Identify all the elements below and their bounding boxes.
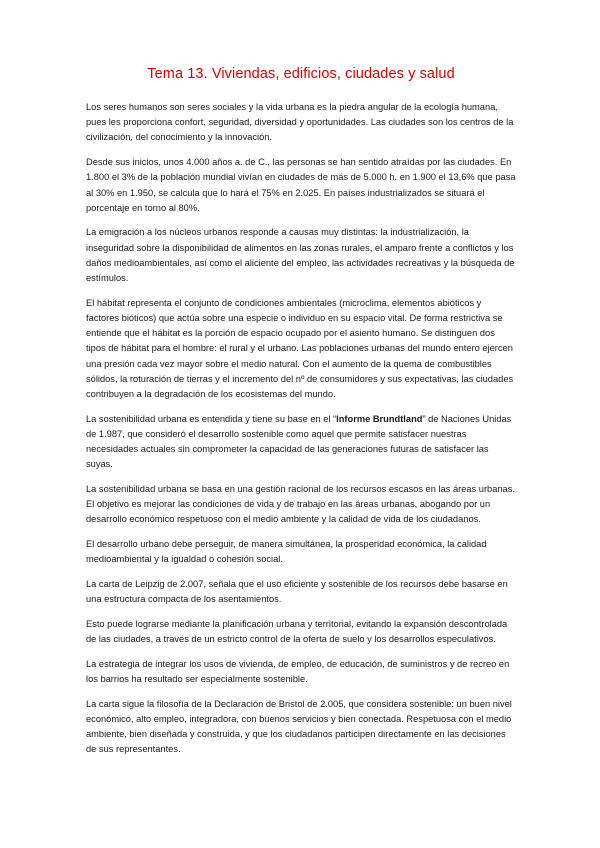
brundtland-report-name: Informe Brundtland <box>336 413 423 424</box>
paragraph-history: Desde sus inicios, unos 4.000 años a. de C., las personas se han sentido atraídas por las ciudades. En 1.800 el 3% de la población mundial vivían en ciudades de más de 5.000 h. en 1.900 el 13,6% que pasa al 30% en 1.950, se calcula que lo hará el 75% en 2.025. En países industrializados se situará el porcentaje en torno al 80%. <box>86 157 516 213</box>
paragraph-planning: Esto puede lograrse mediante la planificación urbana y territorial, evitando la expansión descontrolada de las ciudades, a través de un estricto control de la oferta de suelo y los desarrollos especulativos. <box>86 618 508 645</box>
paragraph-urban-development: El desarrollo urbano debe perseguir, de manera simultánea, la prosperidad económica, la calidad medioambiental y la igualdad o cohesión social. <box>86 539 487 565</box>
paragraph-habitat: El hábitat representa el conjunto de condiciones ambientales (microclima, elementos abióticos y factores bióticos) que actúa sobre una especie o individuo en su espacio vital. De forma restrictiva se entiende que el hábitat es la porción de espacio ocupado por el asiento humano. Se distinguen dos tipos de hábitat para el hombre: el rural y el urbano. Las poblaciones urbanas del mundo entero ejercen una presión cada vez mayor sobre el medio natural. Con el aumento de la quema de combustibles sólidos, la roturación de tierras y el incremento del nº de consumidores y sus expectativas, las ciudades contribuyen a la degradación de los ecosistemas del mundo. <box>86 297 514 399</box>
paragraph-intro: Los seres humanos son seres sociales y la vida urbana es la piedra angular de la ecología humana, pues les proporciona confort, seguridad, diversidad y oportunidades. Las ciudades son los centros de la civilización, del conocimiento y la innovación. <box>86 102 514 143</box>
paragraph-leipzig: La carta de Leipzig de 2.007, señala que el uso eficiente y sostenible de los recursos debe basarse en una estructura compacta de los asentamientos. <box>86 578 508 605</box>
paragraph-brundtland <box>86 412 516 473</box>
document-title: Tema 13. Viviendas, edificios, ciudades y salud <box>147 66 455 82</box>
brundtland-text-before: La sostenibilidad urbana es entendida y tiene su base en el “ <box>86 413 337 424</box>
paragraph-integration: La estrategia de integrar los usos de vivienda, de empleo, de educación, de suministros y de recreo en los barrios ha resultado ser especialmente sostenible. <box>86 658 510 684</box>
brundtland-text-after: ” de Naciones Unidas de 1.987, que consideró el desarrollo sostenible como aquel que permite satisfacer nuestras necesidades actuales sin comprometer la capacidad de las generaciones futuras de satisfacer las suyas. <box>86 413 512 470</box>
paragraph-urban-sustainability: La sostenibilidad urbana se basa en una gestión racional de los recursos escasos en las áreas urbanas. El objetivo es mejorar las condiciones de vida y de trabajo en las áreas urbanas, abogando por un desarrollo económico respetuoso con el medio ambiente y la calidad de vida de los ciudadanos. <box>86 483 515 525</box>
paragraph-emigration: La emigración a los núcleos urbanos responde a causas muy distintas: la industrialización, la inseguridad sobre la disponibilidad de alimentos en las zonas rurales, el amparo frente a conflictos y los daños medioambientales, así como el aliciente del empleo, las actividades recreativas y la búsqueda de estímulos. <box>86 227 515 284</box>
paragraph-bristol: La carta sigue la filosofía de la Declaración de Bristol de 2.005, que considera sostenible: un buen nivel económico, alto empleo, integradora, con buenos servicios y bien conectada. Respetuosa con el medio ambiente, bien diseñada y construida, y que los ciudadanos participen directamente en las decisiones de sus representantes. <box>86 698 512 755</box>
